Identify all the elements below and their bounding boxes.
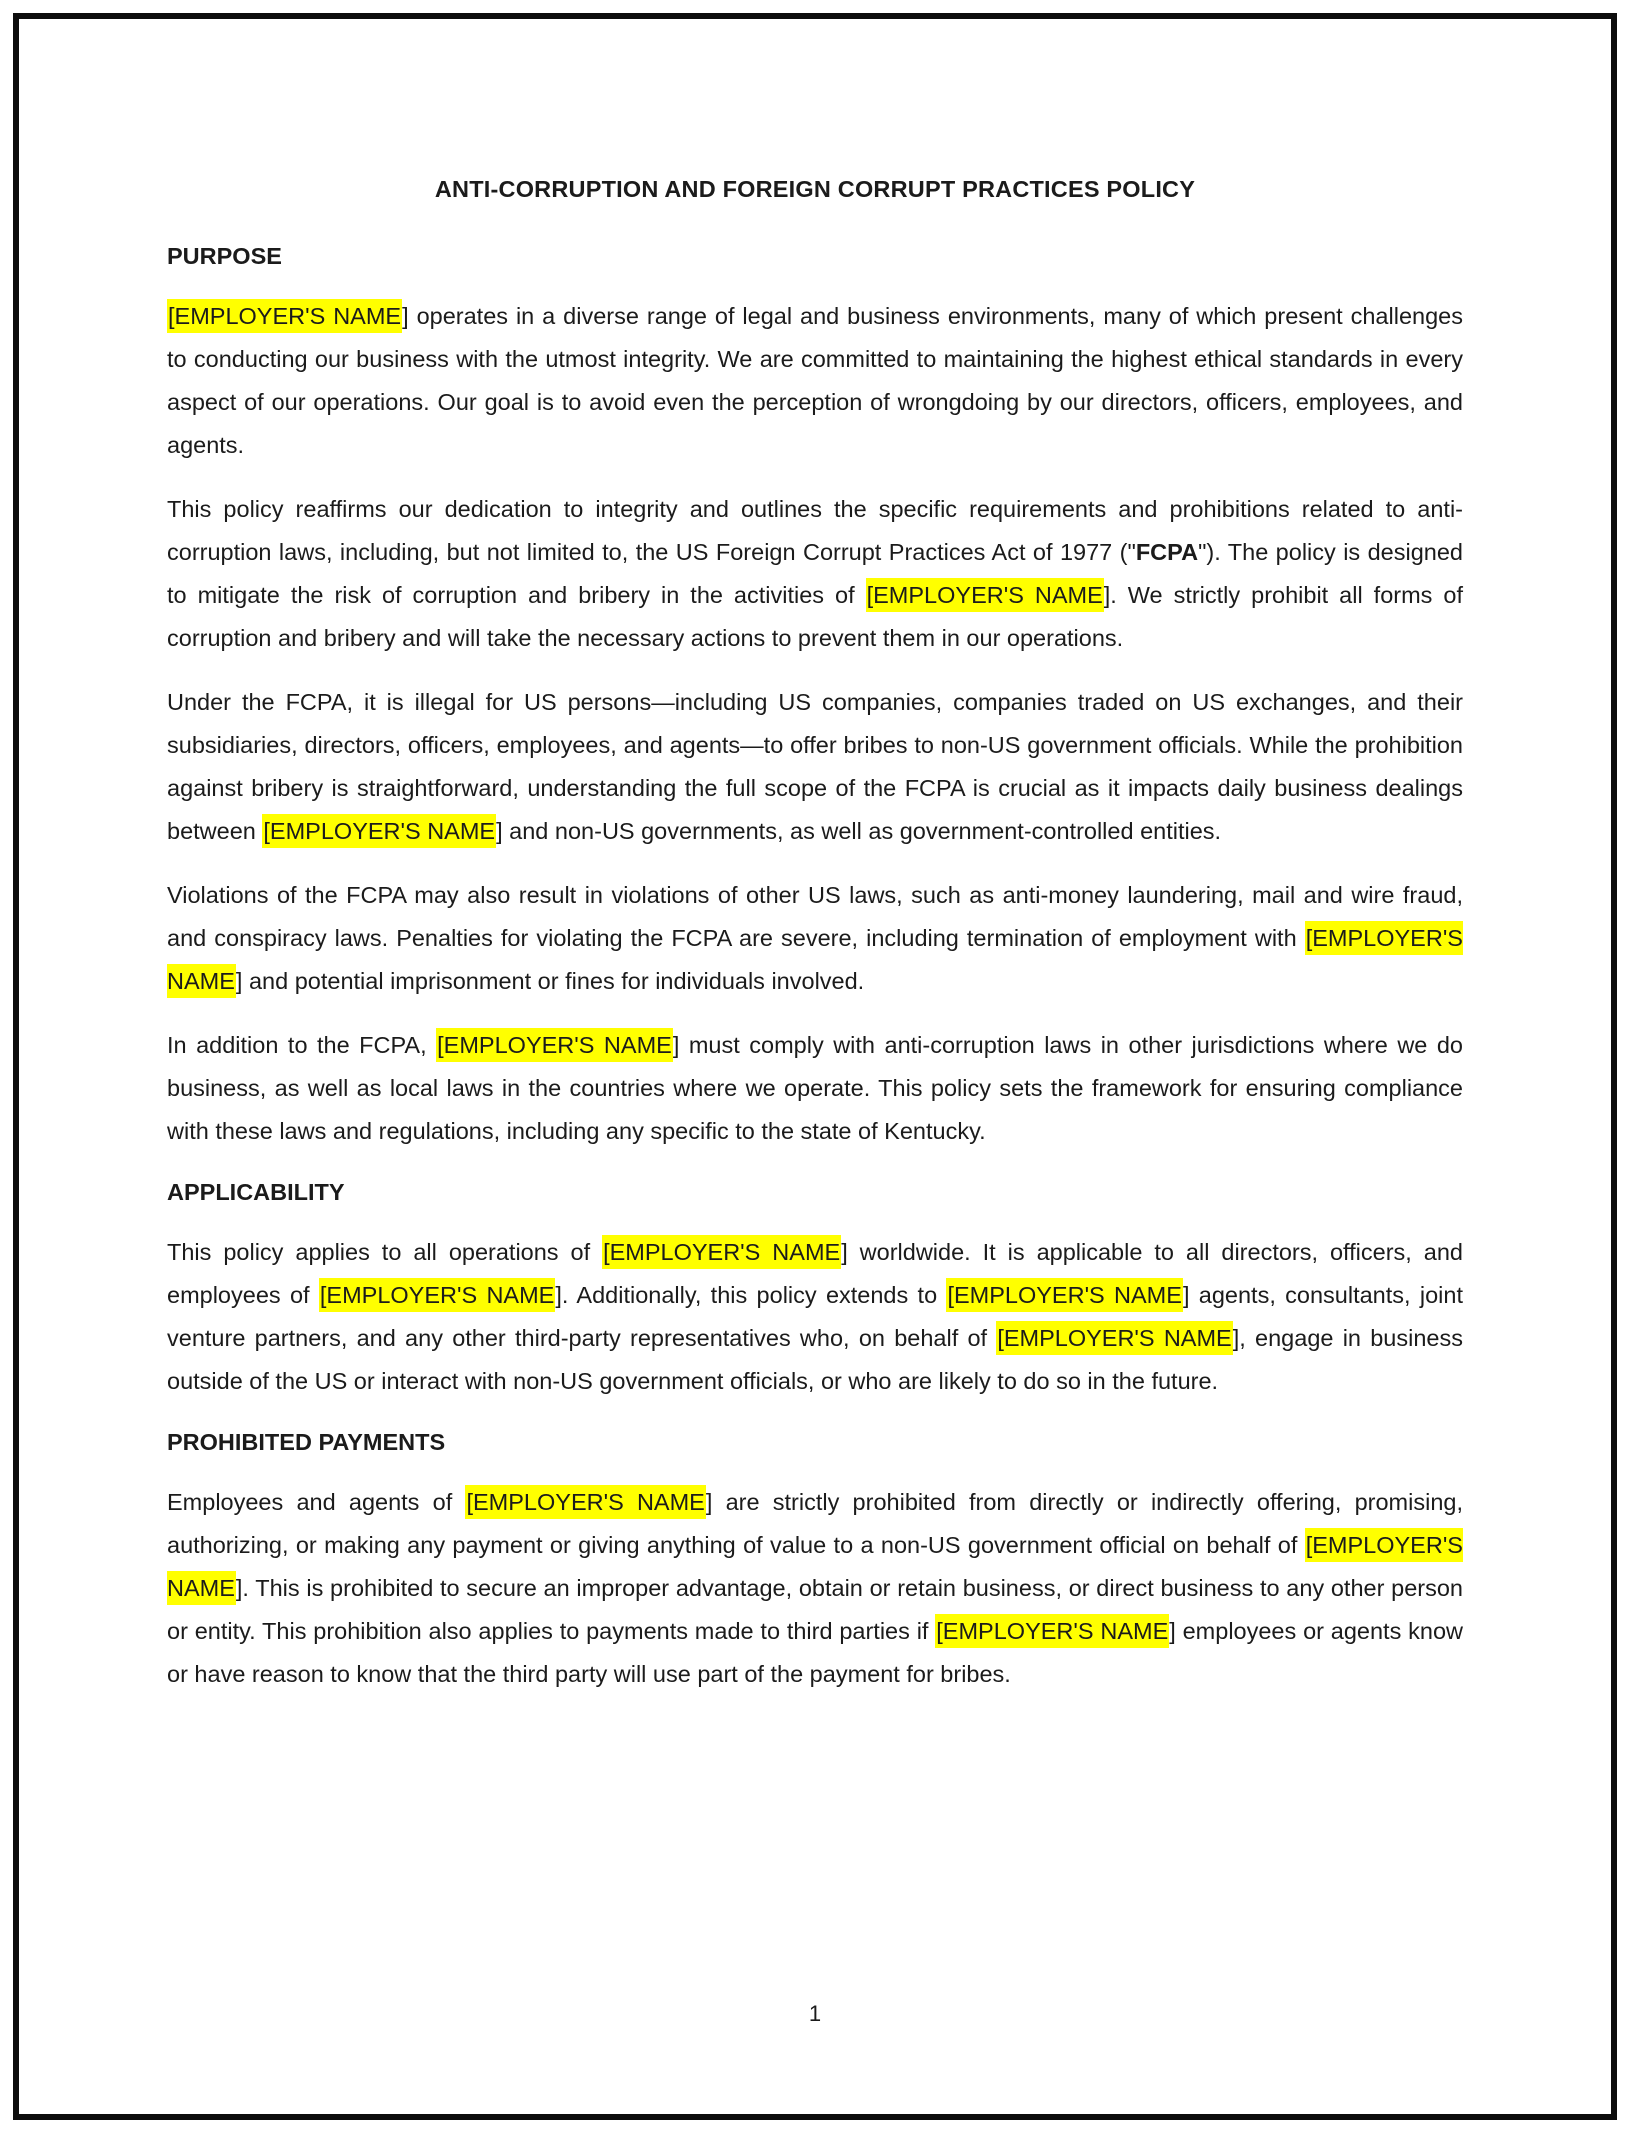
- section-heading-prohibited-payments: PROHIBITED PAYMENTS: [167, 1429, 446, 1455]
- employer-name-highlight: [EMPLOYER'S NAME: [262, 814, 496, 848]
- employer-name-highlight: [EMPLOYER'S NAME: [167, 1528, 1463, 1605]
- employer-name-highlight: [EMPLOYER'S NAME: [319, 1278, 555, 1312]
- employer-name-highlight: [EMPLOYER'S NAME: [167, 921, 1463, 998]
- employer-name-highlight: [EMPLOYER'S NAME: [996, 1321, 1232, 1355]
- employer-name-highlight: [EMPLOYER'S NAME: [866, 578, 1104, 612]
- employer-name-highlight: [EMPLOYER'S NAME: [935, 1614, 1169, 1648]
- section-purpose: [167, 235, 1463, 1153]
- page-number: 1: [808, 2001, 822, 2026]
- employer-name-highlight: [EMPLOYER'S NAME: [465, 1485, 705, 1519]
- section-prohibited-payments: [167, 1421, 1463, 1696]
- employer-name-highlight: [EMPLOYER'S NAME: [602, 1235, 841, 1269]
- paragraph: Under the FCPA, it is illegal for US persons—including US companies, companies traded on US exchanges, and their subsidiaries, directors, officers, employees, and agents—to offer bribes to non-US government officials. While the prohibition against bribery is straightforward, understanding the full scope of the FCPA is crucial as it impacts daily business dealings between [EMPLOYER'S NAME] and non-US governments, as well as government-controlled entities.: [167, 681, 1463, 853]
- document-title: ANTI-CORRUPTION AND FOREIGN CORRUPT PRACTICES POLICY: [434, 176, 1196, 202]
- employer-name-highlight: [EMPLOYER'S NAME: [946, 1278, 1182, 1312]
- employer-name-highlight: [EMPLOYER'S NAME: [436, 1028, 673, 1062]
- section-applicability: [167, 1171, 1463, 1403]
- paragraph: In addition to the FCPA, [EMPLOYER'S NAME] must comply with anti-corruption laws in other jurisdictions where we do business, as well as local laws in the countries where we operate. This policy sets the framework for ensuring compliance with these laws and regulations, including any specific to the state of Kentucky.: [167, 1024, 1463, 1153]
- section-heading-applicability: APPLICABILITY: [167, 1179, 345, 1205]
- paragraph: This policy reaffirms our dedication to integrity and outlines the specific requirements and prohibitions related to anti-corruption laws, including, but not limited to, the US Foreign Corrupt Practices Act of 1977 ("FCPA"). The policy is designed to mitigate the risk of corruption and bribery in the activities of [EMPLOYER'S NAME]. We strictly prohibit all forms of corruption and bribery and will take the necessary actions to prevent them in our operations.: [167, 496, 1463, 651]
- paragraph: Employees and agents of [EMPLOYER'S NAME] are strictly prohibited from directly or indirectly offering, promising, authorizing, or making any payment or giving anything of value to a non-US government official on behalf of [EMPLOYER'S NAME]. This is prohibited to secure an improper advantage, obtain or retain business, or direct business to any other person or entity. This prohibition also applies to payments made to third parties if [EMPLOYER'S NAME] employees or agents know or have reason to know that the third party will use part of the payment for bribes.: [167, 1481, 1463, 1696]
- document-content: [167, 168, 1463, 1696]
- paragraph: [EMPLOYER'S NAME] operates in a diverse range of legal and business environments, many of which present challenges to conducting our business with the utmost integrity. We are committed to maintaining the highest ethical standards in every aspect of our operations. Our goal is to avoid even the perception of wrongdoing by our directors, officers, employees, and agents.: [167, 295, 1463, 467]
- employer-name-highlight: [EMPLOYER'S NAME: [167, 299, 402, 333]
- section-heading-purpose: PURPOSE: [167, 243, 282, 269]
- paragraph: Violations of the FCPA may also result in violations of other US laws, such as anti-money laundering, mail and wire fraud, and conspiracy laws. Penalties for violating the FCPA are severe, including termination of employment with [EMPLOYER'S NAME] and potential imprisonment or fines for individuals involved.: [167, 874, 1463, 1003]
- paragraph: This policy applies to all operations of [EMPLOYER'S NAME] worldwide. It is applicable to all directors, officers, and employees of [EMPLOYER'S NAME]. Additionally, this policy extends to [EMPLOYER'S NAME] agents, consultants, joint venture partners, and any other third-party representatives who, on behalf of [EMPLOYER'S NAME], engage in business outside of the US or interact with non-US government officials, or who are likely to do so in the future.: [167, 1231, 1463, 1403]
